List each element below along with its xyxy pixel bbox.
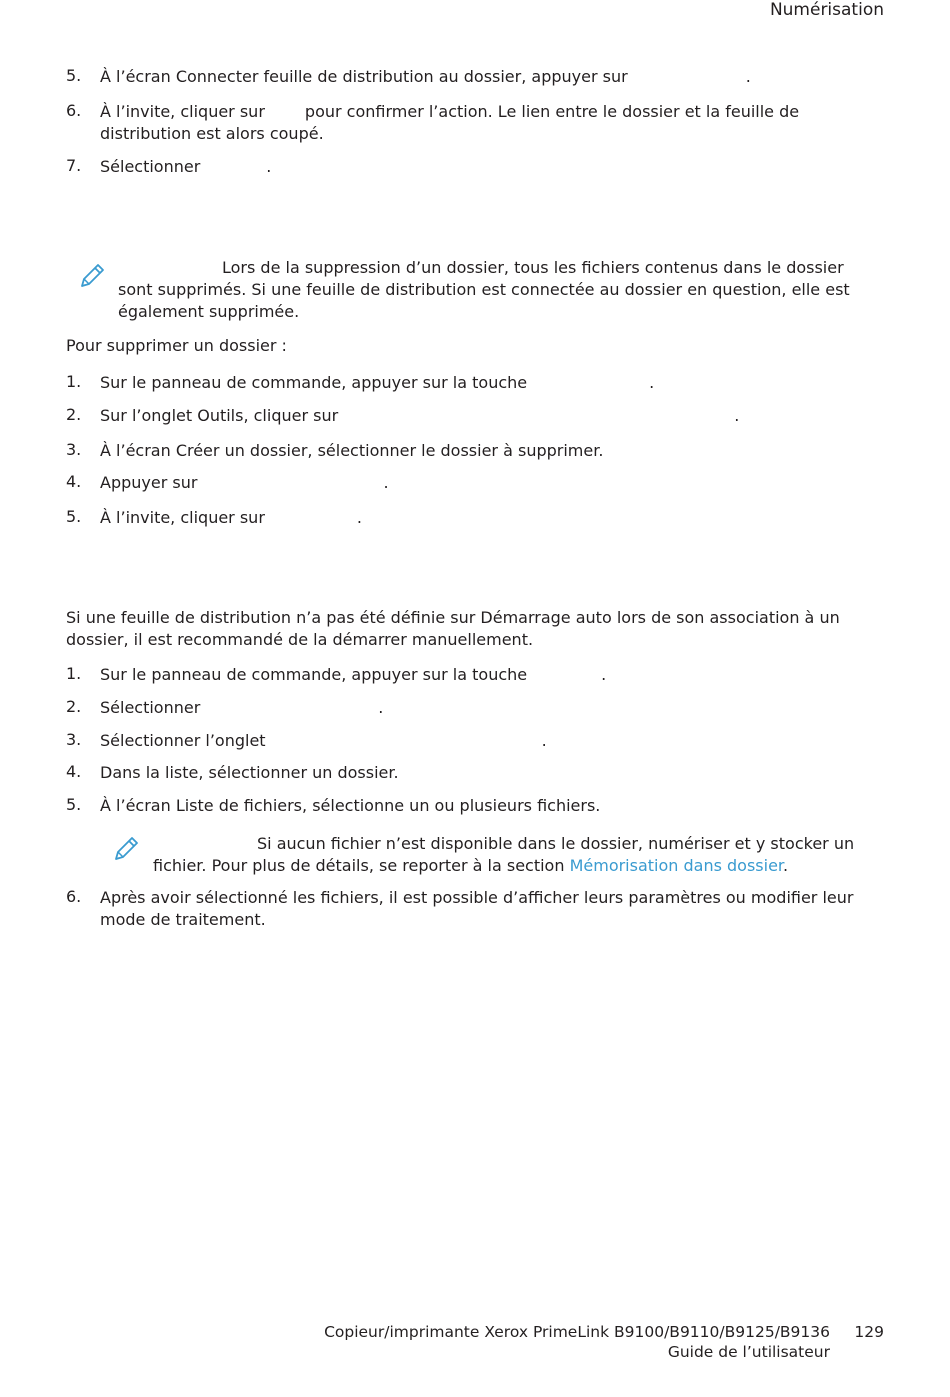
step-number: 5.: [66, 66, 82, 85]
note-text: [153, 833, 878, 877]
step-text-before: Appuyer sur: [100, 473, 198, 492]
step-text-after: .: [378, 698, 384, 717]
step-number: 6.: [66, 887, 82, 906]
step-text: [100, 405, 880, 427]
note-body: Lors de la suppression d’un dossier, tous les fichiers contenus dans le dossier sont supprimés. Si une feuille de distribution est connectée au dossier en question, elle est également supprimée.: [118, 258, 850, 321]
step-text-before: Dans la liste, sélectionner un dossier.: [100, 763, 399, 782]
step-text: [100, 664, 880, 686]
step-number: 4.: [66, 762, 82, 781]
note-text: [118, 257, 878, 323]
step-number: 1.: [66, 664, 82, 683]
running-header: Numérisation: [769, 0, 884, 20]
step-number: 7.: [66, 156, 82, 175]
step-number: 6.: [66, 101, 82, 120]
step-text-after: .: [649, 373, 655, 392]
section-link[interactable]: Mémorisation dans dossier: [569, 856, 784, 875]
step-text: [100, 472, 880, 494]
step-number: 2.: [66, 697, 82, 716]
step-text-before: À l’écran Connecter feuille de distribution au dossier, appuyer sur: [100, 67, 628, 86]
step-text-before: Sur l’onglet Outils, cliquer sur: [100, 406, 339, 425]
step-text-before: Sur le panneau de commande, appuyer sur la touche: [100, 665, 528, 684]
step-text-before: Sur le panneau de commande, appuyer sur la touche: [100, 373, 528, 392]
step-text: [100, 507, 880, 529]
step-text: [100, 440, 880, 462]
step-number: 4.: [66, 472, 82, 491]
step-number: 3.: [66, 440, 82, 459]
step-text: [100, 156, 880, 178]
step-text: [100, 730, 880, 752]
step-number: 1.: [66, 372, 82, 391]
note-end: .: [783, 856, 789, 875]
step-text-before: À l’invite, cliquer sur: [100, 102, 265, 121]
step-text-after: .: [601, 665, 607, 684]
step-text: [100, 762, 880, 784]
pencil-note-icon: [112, 833, 142, 863]
step-number: 3.: [66, 730, 82, 749]
step-text: Après avoir sélectionné les fichiers, il est possible d’afficher leurs paramètres ou modifier leur mode de traitement.: [100, 888, 854, 929]
footer-guide: Guide de l’utilisateur: [667, 1343, 830, 1361]
step-text-after: .: [734, 406, 740, 425]
step-text-after: .: [266, 157, 272, 176]
step-text-before: À l’écran Créer un dossier, sélectionner le dossier à supprimer.: [100, 441, 604, 460]
step-text-after: .: [356, 508, 362, 527]
step-text-before: À l’invite, cliquer sur: [100, 508, 265, 527]
step-text: [100, 372, 880, 394]
step-text-before: Sélectionner: [100, 698, 201, 717]
step-text: [100, 795, 880, 817]
pencil-note-icon: [78, 260, 108, 290]
intro-paragraph: Si une feuille de distribution n’a pas été définie sur Démarrage auto lors de son association à un dossier, il est recommandé de la démarrer manuellement.: [66, 608, 840, 649]
step-text-after: .: [745, 67, 751, 86]
step-text-before: Sélectionner: [100, 157, 201, 176]
step-text: [100, 66, 880, 88]
step-text-after: pour confirmer l’action. Le lien entre le dossier et la feuille de distribution est alors coupé.: [100, 102, 800, 143]
step-number: 2.: [66, 405, 82, 424]
note-body: Si aucun fichier n’est disponible dans le dossier, numériser et y stocker un fichier. Pour plus de détails, se reporter à la section: [153, 834, 855, 875]
step-number: 5.: [66, 507, 82, 526]
step-text-before: Sélectionner l’onglet: [100, 731, 266, 750]
step-text: [100, 101, 880, 145]
intro-paragraph: Pour supprimer un dossier :: [66, 336, 287, 355]
step-text-before: À l’écran Liste de fichiers, sélectionne un ou plusieurs fichiers.: [100, 796, 601, 815]
footer-product: Copieur/imprimante Xerox PrimeLink B9100/B9110/B9125/B9136: [324, 1323, 830, 1341]
step-number: 5.: [66, 795, 82, 814]
page-number: 129: [854, 1323, 884, 1341]
step-text: [100, 697, 880, 719]
step-text-after: .: [541, 731, 547, 750]
step-text-after: .: [383, 473, 389, 492]
